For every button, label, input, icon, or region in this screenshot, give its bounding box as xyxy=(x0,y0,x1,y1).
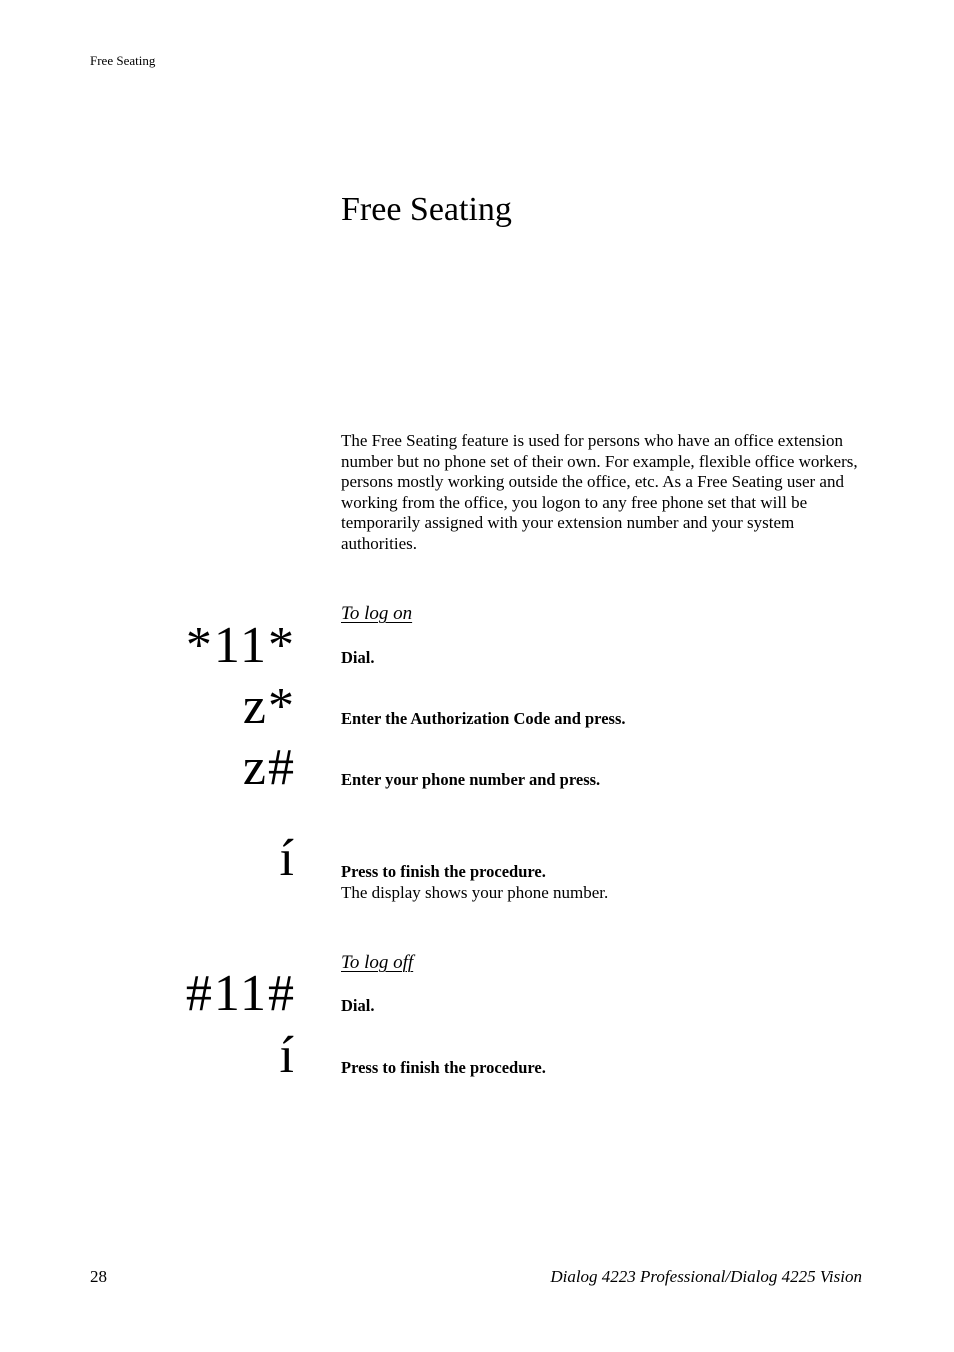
log-on-heading: To log on xyxy=(341,603,413,624)
key-sequence-dial-log-on: *11* xyxy=(185,617,296,674)
step-instruction: Dial. xyxy=(341,648,375,667)
step-instruction: Enter your phone number and press. xyxy=(341,770,601,789)
handset-key-icon: í xyxy=(279,1027,296,1084)
log-off-heading: To log off xyxy=(341,952,414,973)
key-sequence-phone-number: z# xyxy=(242,739,296,796)
step-instruction: Press to finish the procedure. xyxy=(341,862,546,881)
handset-key-icon: í xyxy=(279,830,296,887)
manual-title: Dialog 4223 Professional/Dialog 4225 Vision xyxy=(550,1267,862,1286)
step-instruction: Dial. xyxy=(341,996,375,1015)
running-header: Free Seating xyxy=(90,53,156,68)
page-title: Free Seating xyxy=(341,191,512,228)
step-instruction: Enter the Authorization Code and press. xyxy=(341,709,626,728)
key-sequence-authorization-code: z* xyxy=(242,678,296,735)
key-sequence-dial-log-off: #11# xyxy=(185,965,296,1022)
step-note: The display shows your phone number. xyxy=(341,883,609,902)
intro-paragraph: The Free Seating feature is used for persons who have an office extension number but no phone set of their own. For example, flexible office workers, persons mostly working outside the office, etc. As a Free Seating user and working from the office, you logon to any free phone set that will be temporarily assigned with your extension number and your system authorities. xyxy=(341,431,858,553)
page-number: 28 xyxy=(90,1267,107,1286)
step-instruction: Press to finish the procedure. xyxy=(341,1058,546,1077)
